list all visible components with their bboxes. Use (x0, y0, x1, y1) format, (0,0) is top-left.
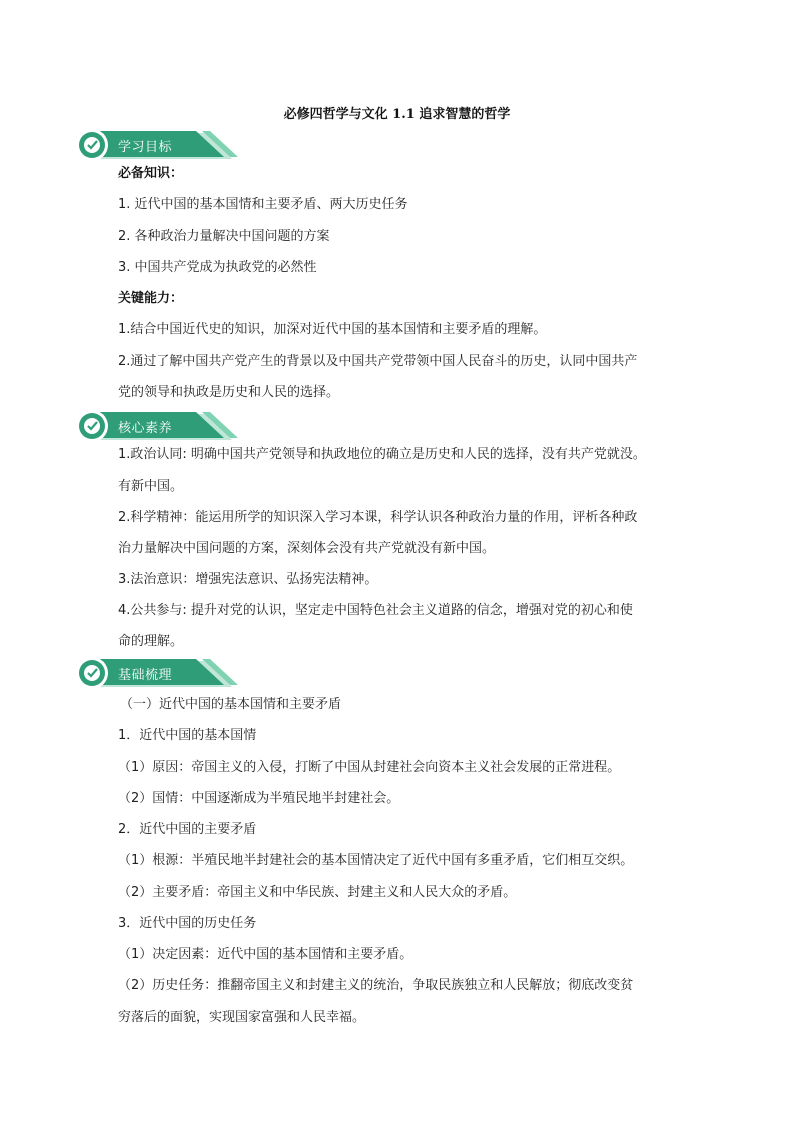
section-banner-basics (74, 657, 244, 689)
literacy-line: 2.科学精神：能运用所学的知识深入学习本课，科学认识各种政治力量的作用，评析各种政 (118, 510, 638, 525)
basics-line: （1）根源：半殖民地半封建社会的基本国情决定了近代中国有多重矛盾，它们相互交织。 (118, 853, 634, 868)
literacy-line: 1.政治认同: 明确中国共产党领导和执政地位的确立是历史和人民的选择，没有共产党就没。 (118, 447, 646, 462)
literacy-line: 有新中国。 (118, 479, 184, 494)
basics-line: 1．近代中国的基本国情 (118, 728, 257, 743)
banner-label: 核心素养 (118, 421, 173, 436)
basics-line: （1）原因：帝国主义的入侵，打断了中国从封建社会向资本主义社会发展的正常进程。 (118, 760, 621, 775)
must-know-heading: 必备知识： (118, 166, 184, 181)
must-know-item: 2. 各种政治力量解决中国问题的方案 (118, 229, 330, 244)
literacy-line: 治力量解决中国问题的方案，深刻体会没有共产党就没有新中国。 (118, 541, 496, 556)
literacy-line: 命的理解。 (118, 634, 184, 649)
document-title: 必修四哲学与文化 1.1 追求智慧的哲学 (283, 107, 511, 122)
basics-line: 穷落后的面貌，实现国家富强和人民幸福。 (118, 1010, 366, 1025)
basics-line: （一）近代中国的基本国情和主要矛盾 (120, 697, 342, 712)
section-banner-literacy (74, 410, 244, 442)
basics-line: （1）决定因素：近代中国的基本国情和主要矛盾。 (118, 947, 413, 962)
basics-line: 2．近代中国的主要矛盾 (118, 822, 257, 837)
must-know-item: 1. 近代中国的基本国情和主要矛盾、两大历史任务 (118, 197, 408, 212)
banner-label: 基础梳理 (118, 668, 173, 683)
ability-item: 2.通过了解中国共产党产生的背景以及中国共产党带领中国人民奋斗的历史，认同中国共产 (118, 354, 638, 369)
ability-heading: 关键能力： (118, 291, 184, 306)
section-banner-goals (74, 129, 244, 161)
basics-line: （2）主要矛盾：帝国主义和中华民族、封建主义和人民大众的矛盾。 (118, 885, 517, 900)
ability-item: 1.结合中国近代史的知识，加深对近代中国的基本国情和主要矛盾的理解。 (118, 322, 547, 337)
literacy-line: 3.法治意识：增强宪法意识、弘扬宪法精神。 (118, 572, 378, 587)
basics-line: 3．近代中国的历史任务 (118, 916, 257, 931)
literacy-line: 4.公共参与: 提升对党的认识，坚定走中国特色社会主义道路的信念，增强对党的初心和使 (118, 603, 633, 618)
banner-label: 学习目标 (118, 140, 173, 155)
ability-item: 党的领导和执政是历史和人民的选择。 (118, 385, 340, 400)
basics-line: （2）历史任务：推翻帝国主义和封建主义的统治，争取民族独立和人民解放；彻底改变贫 (118, 978, 634, 993)
must-know-item: 3. 中国共产党成为执政党的必然性 (118, 260, 317, 275)
basics-line: （2）国情：中国逐渐成为半殖民地半封建社会。 (118, 791, 400, 806)
